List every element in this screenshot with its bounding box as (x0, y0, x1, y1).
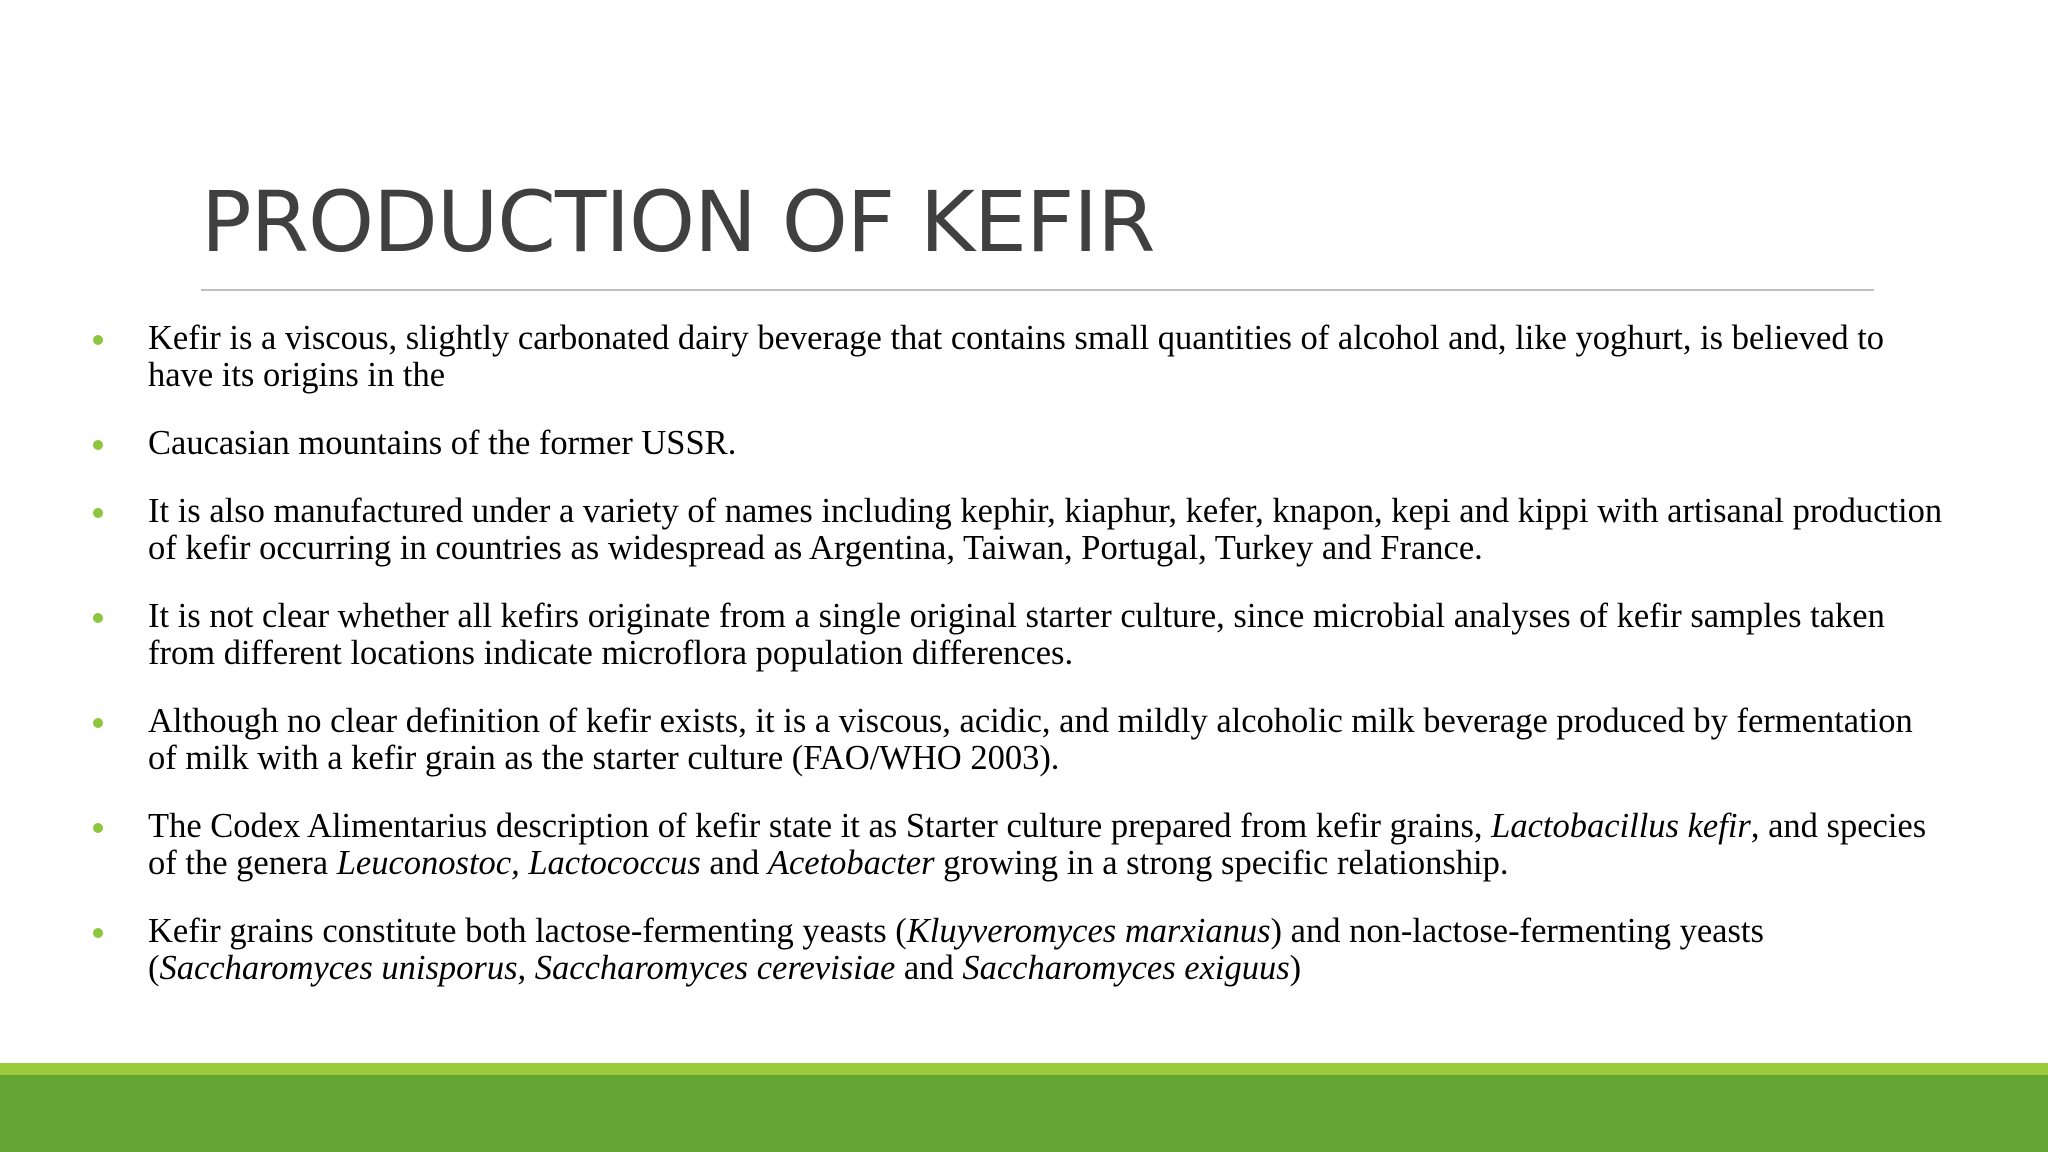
bullet-item (148, 703, 1948, 777)
bullet-dot-icon (93, 928, 103, 938)
text-run: , and species of the genera (148, 807, 1927, 882)
bullet-dot-icon (93, 823, 103, 833)
bullet-item (148, 320, 1948, 394)
bullet-item (148, 808, 1948, 882)
bullet-dot-icon (93, 440, 103, 450)
bullet-dot-icon (93, 613, 103, 623)
italic-term: Acetobacter (767, 844, 935, 882)
bullet-text (148, 492, 1942, 567)
italic-term: Saccharomyces exiguus (962, 949, 1290, 987)
text-run: Kefir is a viscous, slightly carbonated dairy beverage that contains small quantities of alcohol and, like yoghurt, is believed to have its origins in the (148, 319, 1885, 394)
bullet-text (148, 702, 1913, 777)
italic-term: Lactobacillus kefir (1491, 807, 1751, 845)
text-run: Although no clear definition of kefir exists, it is a viscous, acidic, and mildly alcoholic milk beverage produced by fermentation of milk with a kefir grain as the starter culture (FAO/WHO 2003). (148, 702, 1913, 777)
bullet-text (148, 912, 1764, 987)
text-run: and (700, 844, 768, 882)
text-run: The Codex Alimentarius description of kefir state it as Starter culture prepared from kefir grains, (148, 807, 1492, 845)
text-run: It is also manufactured under a variety of names including kephir, kiaphur, kefer, knapon, kepi and kippi with artisanal production of kefir occurring in countries as widespread as Argentina, Taiwan, Portugal, Turkey and France. (148, 492, 1943, 567)
text-run: ) (1289, 949, 1302, 987)
footer-accent-stripe (0, 1063, 2048, 1075)
bullet-item (148, 913, 1948, 987)
title-divider (201, 289, 1874, 291)
bullet-dot-icon (93, 508, 103, 518)
italic-term: Leuconostoc, Lactococcus (336, 844, 701, 882)
italic-term: Kluyveromyces marxianus (906, 912, 1271, 950)
bullet-text (148, 424, 736, 462)
bullet-dot-icon (93, 718, 103, 728)
text-run: growing in a strong specific relationship. (934, 844, 1509, 882)
bullet-item (148, 493, 1948, 567)
bullet-dot-icon (93, 335, 103, 345)
italic-term: Saccharomyces unisporus, Saccharomyces cerevisiae (159, 949, 896, 987)
text-run: It is not clear whether all kefirs originate from a single original starter culture, since microbial analyses of kefir samples taken from different locations indicate microflora population differences. (148, 597, 1885, 672)
text-run: Caucasian mountains of the former USSR. (148, 424, 737, 462)
footer-bar (0, 1075, 2048, 1152)
bullet-text (148, 807, 1926, 882)
bullet-item (148, 598, 1948, 672)
text-run: Kefir grains constitute both lactose-fermenting yeasts ( (148, 912, 907, 950)
bullet-text (148, 319, 1884, 394)
bullet-item (148, 425, 1948, 462)
slide-title: PRODUCTION OF KEFIR (201, 173, 1155, 271)
text-run: ) and non-lactose-fermenting yeasts ( (148, 912, 1764, 987)
bullet-text (148, 597, 1885, 672)
text-run: and (895, 949, 963, 987)
bullet-list (148, 320, 1948, 1018)
